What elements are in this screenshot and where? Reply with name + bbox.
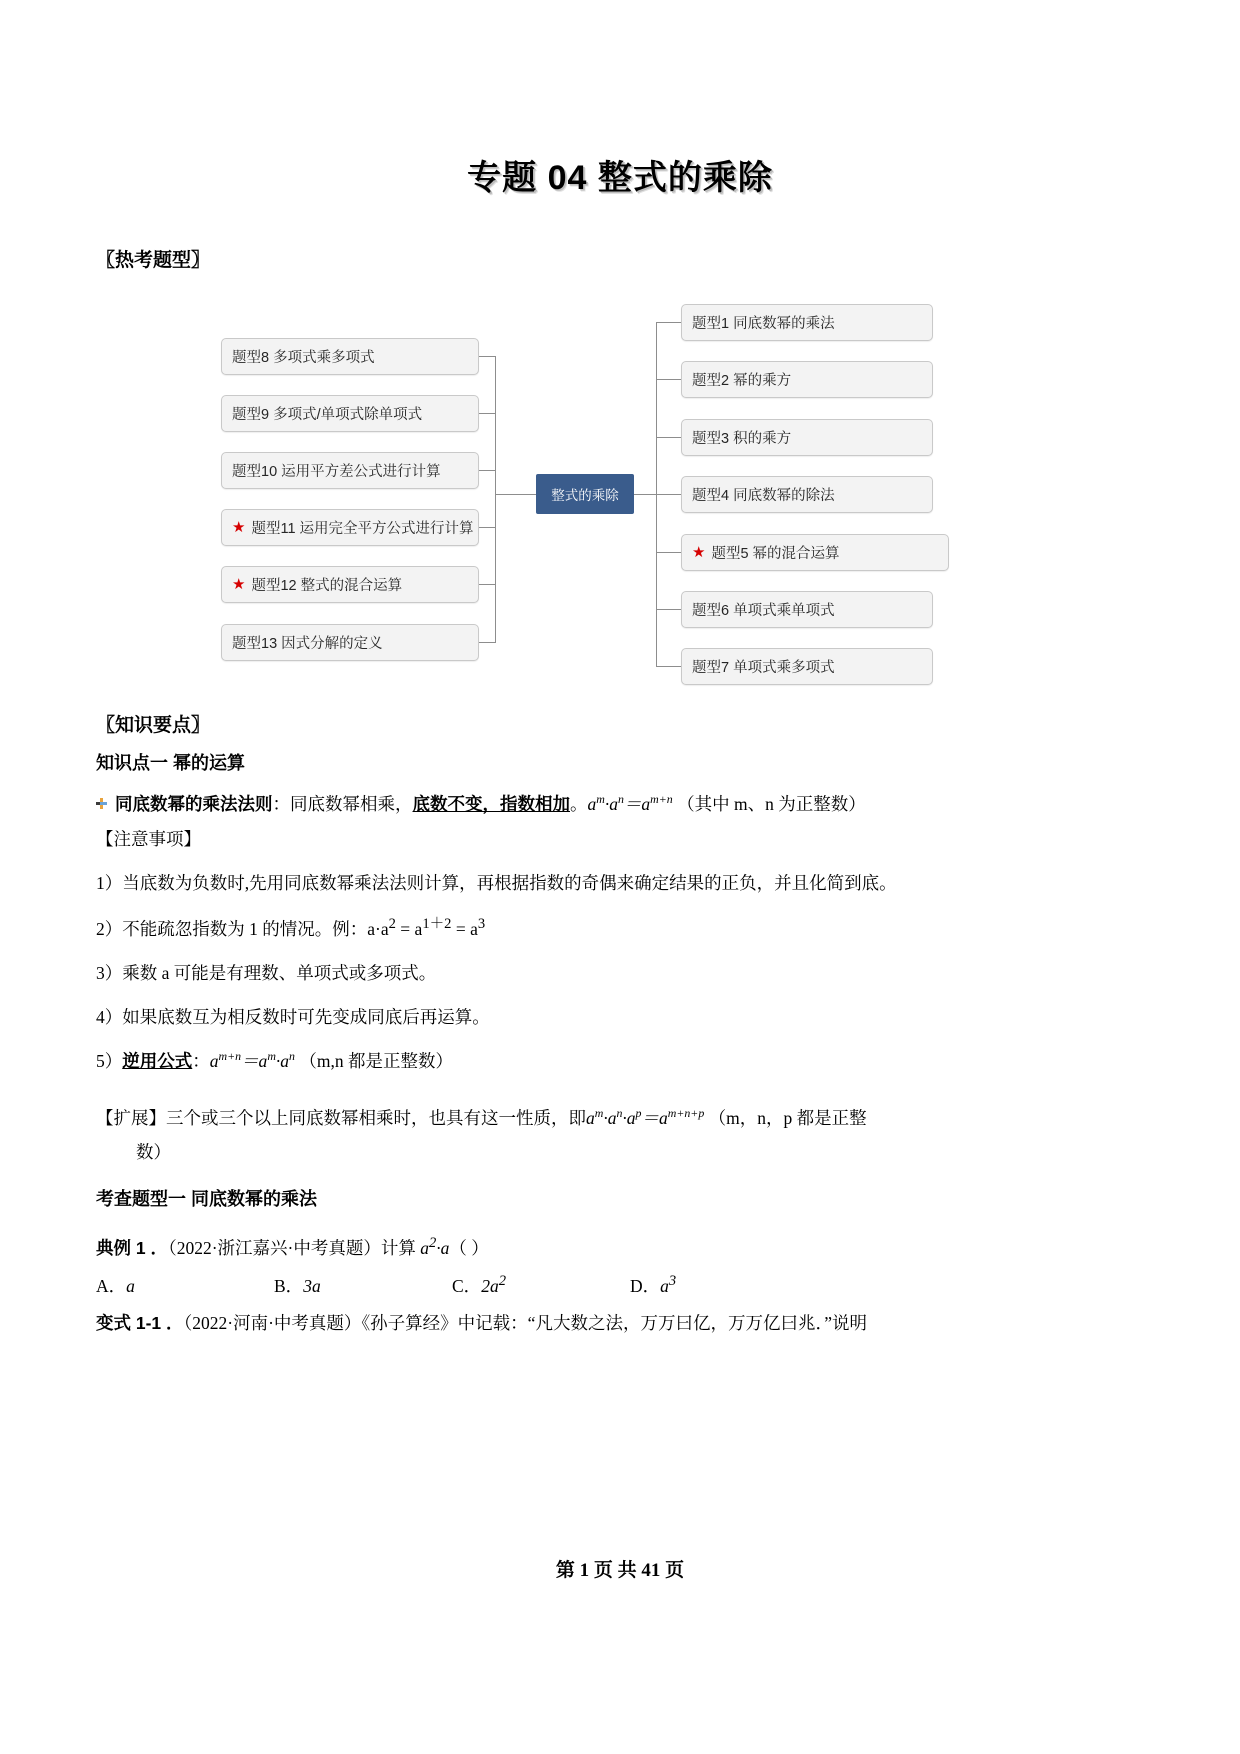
mindmap-connector-right-stub-3 [656,437,681,438]
mindmap-node-right-6[interactable] [681,591,933,628]
mindmap-node-label: 题型10 运用平方差公式进行计算 [232,464,441,480]
rule-emphasis: 底数不变，指数相加 [412,794,570,814]
variant-label: 变式 1-1 ． [96,1312,184,1333]
choice-b-key: B． [274,1275,304,1296]
note-item-4: 4）如果底数互为相反数时可先变成同底后再运算。 [96,1007,490,1028]
mindmap-node-label: 题型1 同底数幂的乘法 [692,316,835,332]
mindmap-node-right-4[interactable] [681,476,933,513]
note5-name: 逆用公式 [122,1051,193,1072]
note-item-5 [96,1044,1144,1078]
mindmap-node-left-8[interactable] [221,338,479,375]
mindmap-connector-right-stub-7 [656,666,681,667]
variant-1-1-line [96,1306,1144,1340]
extension-tail: （m，n，p 都是正整 [708,1107,867,1128]
mindmap-connector-left-stub-6 [479,642,496,643]
note-item-1: 1）当底数为负数时,先用同底数幂乘法法则计算，再根据指数的奇偶来确定结果的正负，并且化简到底。 [96,873,897,894]
choice-c-value: $2a^2$ [481,1272,506,1296]
example-label: 典例 1 ． [96,1237,168,1258]
mindmap-node-label: 题型13 因式分解的定义 [232,636,383,652]
extension-formula: $a^m\cdot a^n\cdot a^p=a^{m+n+p}$ [586,1105,705,1128]
knowledge-heading: 〖知识要点〗 [96,715,211,736]
mindmap-node-right-1[interactable] [681,304,933,341]
mindmap-connector-left-spine [495,356,496,642]
mindmap-node-left-13[interactable] [221,624,479,661]
mindmap-node-right-3[interactable] [681,419,933,456]
notes-list [96,866,1144,1078]
mindmap-node-label: 题型11 运用完全平方公式进行计算 [251,521,474,537]
mindmap-connector-left-to-center [495,494,536,495]
hot-topics-heading: 〖热考题型〗 [96,250,211,271]
mindmap-connector-right-stub-6 [656,609,681,610]
mindmap-connector-right-stub-1 [656,322,681,323]
choice-c-key: C． [452,1275,482,1296]
example-paren: （ ） [449,1237,489,1258]
example-1-choices [96,1273,1144,1298]
mindmap-node-left-9[interactable] [221,395,479,432]
note5-formula: $a^{m+n}=a^m\cdot a^n$ [209,1049,295,1072]
choice-a[interactable] [96,1273,274,1298]
mindmap-connector-left-stub-5 [479,584,496,585]
mindmap-connector-left-stub-1 [479,356,496,357]
mindmap-node-label: 题型7 单项式乘多项式 [692,660,835,676]
note5-colon: ： [192,1051,210,1072]
choice-d-key: D． [630,1275,661,1296]
rule-text [115,791,866,816]
mindmap-node-label: 题型12 整式的混合运算 [251,578,403,594]
mindmap-node-label: 题型5 幂的混合运算 [711,546,840,562]
variant-text: 《孙子算经》中记载：“凡大数之法，万万曰亿，万万亿曰兆．”说明 [361,1312,867,1333]
note-item-2: 2）不能疏忽指数为 1 的情况。例：$a\cdot a^2 = a^{1+2} = a^3$ [96,916,486,940]
choice-a-key: A． [96,1275,127,1296]
rule-tail: （其中 m、n 为正整数） [677,794,866,814]
mindmap-connector-left-stub-3 [479,470,496,471]
extension-text: 三个或三个以上同底数幂相乘时，也具有这一性质，即 [166,1107,586,1128]
plus-bullet-icon [96,798,107,809]
example-text: 计算 [380,1237,416,1258]
extension-line [96,1101,1144,1135]
rule-row [96,791,1144,816]
mindmap-node-left-12[interactable] [221,566,479,603]
choice-c[interactable] [452,1273,630,1298]
mindmap-node-label: 题型6 单项式乘单项式 [692,603,835,619]
mindmap-connector-left-stub-2 [479,413,496,414]
mindmap-node-right-2[interactable] [681,361,933,398]
mindmap-node-label: 题型8 多项式乘多项式 [232,350,375,366]
variant-source: （2022·河南·中考真题） [183,1312,362,1333]
example-expression: $a^2\cdot a$ [420,1234,450,1258]
mindmap-center-node[interactable] [536,474,634,514]
mindmap-node-label: 题型3 积的乘方 [692,431,792,447]
mindmap-node-right-7[interactable] [681,648,933,685]
rule-formula: $a^m\cdot a^n=a^{m+n}$ [587,792,673,814]
extension-label: 【扩展】 [96,1107,166,1128]
page-footer: 第 1 页 共 41 页 [555,1560,685,1581]
mindmap-node-right-5[interactable] [681,534,949,571]
mindmap-connector-right-stub-4 [656,494,681,495]
knowledge-point-title: 知识点一 幂的运算 [96,753,246,773]
extension-line-2: 数） [136,1141,171,1162]
mindmap-node-left-11[interactable] [221,509,479,546]
mindmap-node-label: 题型2 幂的乘方 [692,373,792,389]
choice-a-value: a [126,1275,135,1296]
star-icon: ★ [232,576,246,593]
mindmap-node-label: 题型4 同底数幂的除法 [692,488,835,504]
example-source: （2022·浙江嘉兴·中考真题） [167,1237,381,1258]
mindmap-center-label: 整式的乘除 [551,488,619,503]
rule-text-1: ：同底数幂相乘， [272,794,413,814]
mindmap-connector-left-stub-4 [479,527,496,528]
choice-b-value: 3a [303,1275,321,1296]
star-icon: ★ [232,519,246,536]
note5-label: 5） [96,1051,123,1072]
example-1-line [96,1229,1144,1265]
mindmap-connector-right-stub-2 [656,379,681,380]
choice-d-value: $a^3$ [660,1272,677,1296]
mindmap-connector-right-stub-5 [656,552,681,553]
choice-d[interactable] [630,1273,808,1298]
page-title: 专题 04 整式的乘除 [467,159,773,197]
mindmap-node-label: 题型9 多项式/单项式除单项式 [232,407,423,423]
choice-b[interactable] [274,1273,452,1298]
notes-heading: 【注意事项】 [96,829,201,849]
mindmap-diagram [96,294,1144,704]
star-icon: ★ [692,544,706,561]
note5-tail: （m,n 都是正整数） [299,1051,453,1072]
rule-text-2: 。 [570,794,588,814]
note-item-3: 3）乘数 a 可能是有理数、单项式或多项式。 [96,963,437,984]
mindmap-node-left-10[interactable] [221,452,479,489]
exercise-type-heading: 考查题型一 同底数幂的乘法 [96,1188,317,1209]
rule-name: 同底数幂的乘法法则 [115,794,273,814]
